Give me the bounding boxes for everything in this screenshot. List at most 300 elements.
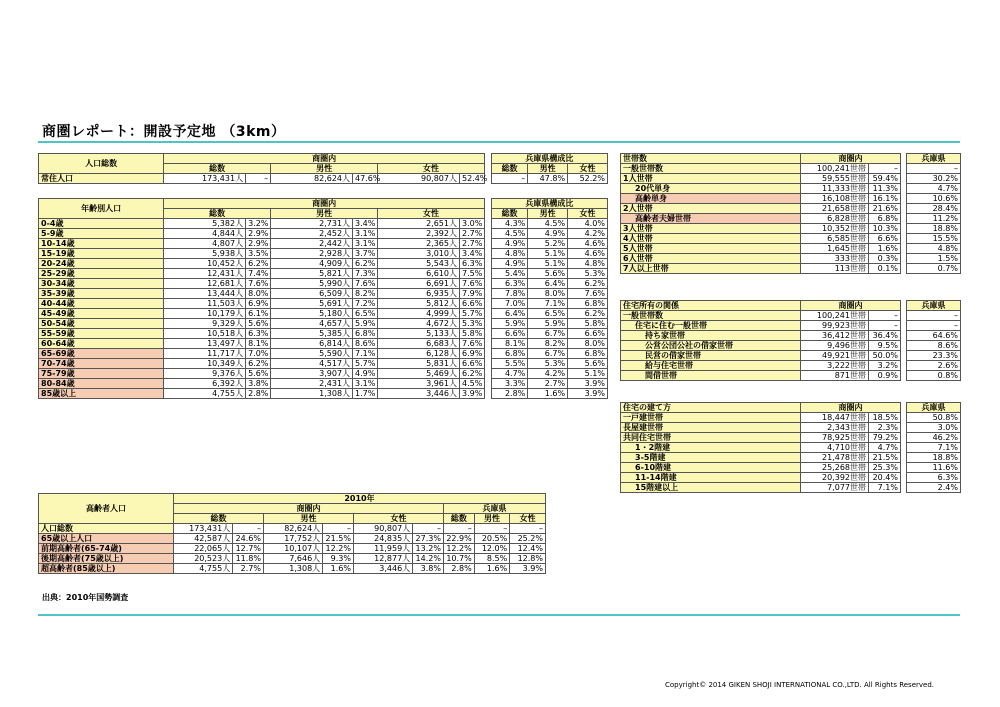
cell-pct: –	[869, 164, 901, 174]
table-row	[621, 194, 961, 204]
cell-pref-female: 3.9%	[510, 564, 546, 574]
table-row	[621, 264, 961, 274]
age-area-header: 商圏内	[164, 199, 485, 209]
cell-total: 4,755人	[164, 389, 246, 399]
cell-pref-pct: 11.2%	[907, 214, 961, 224]
spacer	[485, 279, 492, 289]
cell-total-pct: –	[246, 174, 271, 184]
table-row	[621, 443, 961, 453]
population-row-label: 人口総数	[39, 154, 164, 174]
age-row-label: 年齢別人口	[39, 199, 164, 219]
row-label: 一般世帯数	[621, 164, 801, 174]
row-label: 85歳以上	[39, 389, 164, 399]
cell-pref-female: 6.8%	[568, 349, 608, 359]
cell-female: 2,651人	[378, 219, 460, 229]
building-row-label: 住宅の建て方	[621, 403, 801, 413]
cell-pref-total: 5.4%	[491, 269, 527, 279]
cell-total: 12,681人	[164, 279, 246, 289]
elderly-pref-total-header: 総数	[443, 514, 474, 524]
table-row	[39, 369, 608, 379]
households-row-label: 世帯数	[621, 154, 801, 164]
cell-households: 100,241世帯	[801, 164, 869, 174]
cell-pref-pct: 50.8%	[907, 413, 961, 423]
cell-pref-total: 6.4%	[491, 309, 527, 319]
cell-male-pct: 8.6%	[353, 339, 378, 349]
spacer	[485, 369, 492, 379]
cell-pref-male: 1.6%	[528, 389, 568, 399]
cell-male: 5,385人	[271, 329, 353, 339]
cell-female-pct: 14.2%	[413, 554, 444, 564]
elderly-year-header: 2010年	[174, 494, 546, 504]
cell-male: 10,107人	[263, 544, 322, 554]
cell-pref-male: 5.2%	[528, 239, 568, 249]
cell-male: 6,509人	[271, 289, 353, 299]
cell-pref-pct: 23.3%	[907, 351, 961, 361]
cell-pref-male: 20.5%	[474, 534, 510, 544]
cell-male: 4,517人	[271, 359, 353, 369]
cell-total-pct: 2.9%	[246, 229, 271, 239]
cell-female: 24,835人	[353, 534, 412, 544]
cell-female: 90,807人	[378, 174, 460, 184]
row-label: 住宅に住む一般世帯	[621, 321, 801, 331]
row-label: 15-19歳	[39, 249, 164, 259]
cell-total: 13,497人	[164, 339, 246, 349]
table-row	[39, 319, 608, 329]
cell-total-pct: 2.9%	[246, 239, 271, 249]
table-row	[621, 174, 961, 184]
table-row	[621, 433, 961, 443]
table-row	[39, 554, 546, 564]
cell-pref-total: 2.8%	[443, 564, 474, 574]
cell-male-pct: 1.7%	[353, 389, 378, 399]
population-female-header: 女性	[378, 164, 485, 174]
cell-pref-pct: 3.0%	[907, 423, 961, 433]
cell-female-pct: 6.3%	[459, 259, 484, 269]
cell-total-pct: 8.1%	[246, 339, 271, 349]
table-row	[621, 311, 961, 321]
cell-pref-male: 4.9%	[528, 229, 568, 239]
cell-pct: –	[869, 311, 901, 321]
table-row	[621, 483, 961, 493]
spacer	[485, 329, 492, 339]
cell-pref-male: 5.1%	[528, 259, 568, 269]
cell-male-pct: 7.1%	[353, 349, 378, 359]
cell-pref-female: 6.2%	[568, 279, 608, 289]
page-title: 商圏レポート：開設予定地 （3km）	[42, 124, 286, 140]
row-label: 25-29歳	[39, 269, 164, 279]
cell-pct: 79.2%	[869, 433, 901, 443]
elderly-female-header: 女性	[353, 514, 443, 524]
cell-pref-female: 12.4%	[510, 544, 546, 554]
row-label: 7人以上世帯	[621, 264, 801, 274]
cell-female: 6,610人	[378, 269, 460, 279]
cell-total: 6,392人	[164, 379, 246, 389]
cell-pref-pct: –	[907, 164, 961, 174]
elderly-row-label: 高齢者人口	[39, 494, 174, 524]
cell-male-pct: 6.5%	[353, 309, 378, 319]
cell-pct: 21.5%	[869, 453, 901, 463]
cell-total-pct: 2.7%	[233, 564, 264, 574]
cell-households: 18,447世帯	[801, 413, 869, 423]
cell-male-pct: 6.8%	[353, 329, 378, 339]
cell-pref-total: 4.7%	[491, 369, 527, 379]
cell-male-pct: 7.6%	[353, 279, 378, 289]
cell-pref-male: 4.2%	[528, 369, 568, 379]
cell-male-pct: 21.5%	[323, 534, 354, 544]
cell-pref-female: 52.2%	[568, 174, 608, 184]
cell-total-pct: 5.6%	[246, 369, 271, 379]
cell-pct: 7.1%	[869, 483, 901, 493]
cell-pref-total: 4.5%	[491, 229, 527, 239]
cell-pref-male: –	[474, 524, 510, 534]
cell-total: 13,444人	[164, 289, 246, 299]
cell-male-pct: 8.2%	[353, 289, 378, 299]
cell-households: 100,241世帯	[801, 311, 869, 321]
cell-households: 36,412世帯	[801, 331, 869, 341]
elderly-table	[38, 493, 546, 574]
row-label: 80-84歳	[39, 379, 164, 389]
cell-pref-pct: 18.8%	[907, 224, 961, 234]
cell-pct: 1.6%	[869, 244, 901, 254]
cell-pref-male: 7.1%	[528, 299, 568, 309]
cell-pref-pct: 11.6%	[907, 463, 961, 473]
age-pref-male-header: 男性	[528, 209, 568, 219]
cell-households: 113世帯	[801, 264, 869, 274]
top-divider	[38, 141, 960, 143]
cell-pct: 21.6%	[869, 204, 901, 214]
cell-pref-female: 4.2%	[568, 229, 608, 239]
cell-total-pct: 3.5%	[246, 249, 271, 259]
cell-total-pct: 3.2%	[246, 219, 271, 229]
table-row	[621, 164, 961, 174]
cell-female-pct: –	[413, 524, 444, 534]
age-total-header: 総数	[164, 209, 271, 219]
cell-total: 5,382人	[164, 219, 246, 229]
table-row	[39, 219, 608, 229]
table-row	[39, 309, 608, 319]
cell-households: 3,222世帯	[801, 361, 869, 371]
table-row	[621, 204, 961, 214]
cell-pref-male: 6.7%	[528, 329, 568, 339]
age-pref-female-header: 女性	[568, 209, 608, 219]
age-pref-header: 兵庫県構成比	[491, 199, 607, 209]
cell-male-pct: 4.9%	[353, 369, 378, 379]
cell-male: 6,814人	[271, 339, 353, 349]
cell-pct: –	[869, 321, 901, 331]
cell-female-pct: 6.9%	[459, 349, 484, 359]
cell-male: 2,442人	[271, 239, 353, 249]
cell-male: 82,624人	[263, 524, 322, 534]
cell-pref-female: –	[510, 524, 546, 534]
row-label: 2人世帯	[621, 204, 801, 214]
spacer	[485, 219, 492, 229]
row-label: 0-4歳	[39, 219, 164, 229]
cell-total-pct: 6.2%	[246, 259, 271, 269]
table-row	[39, 269, 608, 279]
cell-pref-female: 6.2%	[568, 309, 608, 319]
cell-pref-female: 4.6%	[568, 249, 608, 259]
elderly-pref-header: 兵庫県	[443, 504, 545, 514]
cell-pref-female: 5.1%	[568, 369, 608, 379]
cell-pref-total: 10.7%	[443, 554, 474, 564]
cell-total-pct: 2.8%	[246, 389, 271, 399]
row-label: 1人世帯	[621, 174, 801, 184]
population-table	[38, 153, 608, 184]
ownership-pref-header: 兵庫県	[907, 301, 961, 311]
row-label: 高齢者夫婦世帯	[621, 214, 801, 224]
households-area-header: 商圏内	[801, 154, 901, 164]
row-label: 40-44歳	[39, 299, 164, 309]
cell-female: 5,133人	[378, 329, 460, 339]
cell-female: 4,999人	[378, 309, 460, 319]
cell-households: 20,392世帯	[801, 473, 869, 483]
cell-pref-male: 2.7%	[528, 379, 568, 389]
spacer	[485, 349, 492, 359]
cell-total-pct: 6.2%	[246, 359, 271, 369]
cell-female-pct: 7.6%	[459, 339, 484, 349]
spacer	[485, 359, 492, 369]
elderly-total-header: 総数	[174, 514, 264, 524]
cell-pct: 59.4%	[869, 174, 901, 184]
cell-pct: 3.2%	[869, 361, 901, 371]
row-label: 超高齢者(85歳以上)	[39, 564, 174, 574]
cell-total: 9,329人	[164, 319, 246, 329]
cell-households: 6,828世帯	[801, 214, 869, 224]
cell-pct: 9.5%	[869, 341, 901, 351]
cell-pct: 0.3%	[869, 254, 901, 264]
population-pref-male-header: 男性	[528, 164, 568, 174]
table-row	[39, 229, 608, 239]
spacer	[485, 309, 492, 319]
table-row	[621, 244, 961, 254]
cell-pref-male: 1.6%	[474, 564, 510, 574]
cell-female-pct: 13.2%	[413, 544, 444, 554]
cell-pref-female: 3.9%	[568, 389, 608, 399]
spacer	[485, 319, 492, 329]
cell-male: 5,691人	[271, 299, 353, 309]
cell-female-pct: 7.9%	[459, 289, 484, 299]
table-row	[39, 389, 608, 399]
cell-total-pct: 7.0%	[246, 349, 271, 359]
cell-pct: 4.7%	[869, 443, 901, 453]
cell-pref-male: 8.2%	[528, 339, 568, 349]
row-label: 75-79歳	[39, 369, 164, 379]
row-label: 一般世帯数	[621, 311, 801, 321]
row-label: 持ち家世帯	[621, 331, 801, 341]
cell-male-pct: 3.1%	[353, 379, 378, 389]
cell-pref-pct: 8.6%	[907, 341, 961, 351]
cell-pref-female: 12.8%	[510, 554, 546, 564]
cell-pref-pct: 10.6%	[907, 194, 961, 204]
spacer	[485, 379, 492, 389]
cell-male-pct: 12.2%	[323, 544, 354, 554]
cell-male-pct: 3.1%	[353, 229, 378, 239]
cell-pref-pct: 18.8%	[907, 453, 961, 463]
copyright: Copyright© 2014 GIKEN SHOJI INTERNATIONAL CO.,LTD. All Rights Reserved.	[665, 681, 934, 689]
cell-total-pct: 6.3%	[246, 329, 271, 339]
table-row	[621, 321, 961, 331]
cell-male-pct: 3.1%	[353, 239, 378, 249]
cell-female-pct: 5.7%	[459, 309, 484, 319]
row-label: 5人世帯	[621, 244, 801, 254]
cell-households: 99,923世帯	[801, 321, 869, 331]
cell-female-pct: 7.5%	[459, 269, 484, 279]
cell-total: 5,938人	[164, 249, 246, 259]
cell-male: 1,308人	[271, 389, 353, 399]
row-label: 公営公団公社の借家世帯	[621, 341, 801, 351]
cell-female-pct: 3.8%	[413, 564, 444, 574]
cell-pref-female: 6.8%	[568, 299, 608, 309]
table-row	[621, 341, 961, 351]
age-female-header: 女性	[378, 209, 485, 219]
row-label: 4人世帯	[621, 234, 801, 244]
cell-total: 20,523人	[174, 554, 233, 564]
cell-male-pct: 5.7%	[353, 359, 378, 369]
row-label: 前期高齢者(65-74歳)	[39, 544, 174, 554]
cell-pref-female: 4.6%	[568, 239, 608, 249]
cell-male: 5,990人	[271, 279, 353, 289]
cell-households: 11,333世帯	[801, 184, 869, 194]
cell-total-pct: 6.1%	[246, 309, 271, 319]
table-row	[39, 524, 546, 534]
cell-households: 871世帯	[801, 371, 869, 381]
cell-households: 10,352世帯	[801, 224, 869, 234]
cell-pref-male: 12.0%	[474, 544, 510, 554]
spacer	[485, 229, 492, 239]
cell-male: 1,308人	[263, 564, 322, 574]
cell-total: 42,587人	[174, 534, 233, 544]
cell-pct: 25.3%	[869, 463, 901, 473]
cell-female-pct: 2.7%	[459, 239, 484, 249]
row-label: 11-14階建	[621, 473, 801, 483]
cell-pref-pct: 30.2%	[907, 174, 961, 184]
cell-male-pct: 7.3%	[353, 269, 378, 279]
spacer	[485, 389, 492, 399]
spacer	[485, 259, 492, 269]
cell-households: 16,108世帯	[801, 194, 869, 204]
table-row	[621, 371, 961, 381]
cell-total-pct: 6.9%	[246, 299, 271, 309]
cell-male: 5,180人	[271, 309, 353, 319]
cell-total: 4,844人	[164, 229, 246, 239]
cell-pref-male: 4.5%	[528, 219, 568, 229]
cell-male: 4,909人	[271, 259, 353, 269]
table-row	[39, 259, 608, 269]
cell-female: 2,365人	[378, 239, 460, 249]
cell-pref-total: 7.8%	[491, 289, 527, 299]
cell-pref-pct: 2.4%	[907, 483, 961, 493]
cell-pct: 0.9%	[869, 371, 901, 381]
row-label: 人口総数	[39, 524, 174, 534]
cell-pref-female: 5.8%	[568, 319, 608, 329]
cell-female: 11,959人	[353, 544, 412, 554]
elderly-pref-female-header: 女性	[510, 514, 546, 524]
cell-pref-male: 5.1%	[528, 249, 568, 259]
cell-pref-pct: 1.5%	[907, 254, 961, 264]
cell-female-pct: 5.8%	[459, 329, 484, 339]
cell-male: 2,928人	[271, 249, 353, 259]
cell-pct: 50.0%	[869, 351, 901, 361]
cell-female: 5,831人	[378, 359, 460, 369]
row-label: 65-69歳	[39, 349, 164, 359]
cell-female: 5,812人	[378, 299, 460, 309]
table-row	[621, 184, 961, 194]
cell-pref-pct: 64.6%	[907, 331, 961, 341]
cell-pref-male: 5.9%	[528, 319, 568, 329]
cell-pref-male: 6.7%	[528, 349, 568, 359]
cell-female: 4,672人	[378, 319, 460, 329]
cell-pref-pct: –	[907, 311, 961, 321]
table-row	[39, 359, 608, 369]
cell-pref-male: 47.8%	[528, 174, 568, 184]
row-label: 5-9歳	[39, 229, 164, 239]
row-label: 常住人口	[39, 174, 164, 184]
cell-pref-male: 6.5%	[528, 309, 568, 319]
cell-pref-male: 5.3%	[528, 359, 568, 369]
cell-male: 17,752人	[263, 534, 322, 544]
cell-pref-pct: 6.3%	[907, 473, 961, 483]
ownership-area-header: 商圏内	[801, 301, 901, 311]
cell-female-pct: 5.3%	[459, 319, 484, 329]
ownership-row-label: 住宅所有の関係	[621, 301, 801, 311]
cell-total: 10,518人	[164, 329, 246, 339]
elderly-male-header: 男性	[263, 514, 353, 524]
cell-pref-total: 4.3%	[491, 219, 527, 229]
cell-pref-pct: 0.7%	[907, 264, 961, 274]
cell-pct: 0.1%	[869, 264, 901, 274]
building-area-header: 商圏内	[801, 403, 901, 413]
cell-pref-pct: 7.1%	[907, 443, 961, 453]
cell-female: 3,446人	[353, 564, 412, 574]
row-label: 55-59歳	[39, 329, 164, 339]
cell-total: 4,755人	[174, 564, 233, 574]
cell-pct: 20.4%	[869, 473, 901, 483]
cell-pct: 6.6%	[869, 234, 901, 244]
cell-pref-total: 4.8%	[491, 249, 527, 259]
cell-pref-female: 3.9%	[568, 379, 608, 389]
table-row	[621, 331, 961, 341]
table-row	[621, 224, 961, 234]
elderly-pref-male-header: 男性	[474, 514, 510, 524]
age-male-header: 男性	[271, 209, 378, 219]
cell-households: 333世帯	[801, 254, 869, 264]
cell-male-pct: 47.6%	[353, 174, 378, 184]
cell-male: 5,590人	[271, 349, 353, 359]
cell-male: 2,431人	[271, 379, 353, 389]
cell-male: 4,657人	[271, 319, 353, 329]
cell-pref-total: 6.6%	[491, 329, 527, 339]
source-note: 出典：2010年国勢調査	[42, 593, 129, 602]
cell-male-pct: 1.6%	[323, 564, 354, 574]
cell-total: 10,349人	[164, 359, 246, 369]
table-row	[39, 239, 608, 249]
ownership-table	[620, 300, 961, 381]
table-row	[621, 453, 961, 463]
cell-pref-total: 5.9%	[491, 319, 527, 329]
row-label: 45-49歳	[39, 309, 164, 319]
cell-female-pct: 6.6%	[459, 359, 484, 369]
cell-male-pct: 5.9%	[353, 319, 378, 329]
cell-pct: 16.1%	[869, 194, 901, 204]
row-label: 長屋建世帯	[621, 423, 801, 433]
cell-female: 6,683人	[378, 339, 460, 349]
cell-female: 6,128人	[378, 349, 460, 359]
cell-pref-male: 6.4%	[528, 279, 568, 289]
cell-pref-total: 6.3%	[491, 279, 527, 289]
table-row	[621, 351, 961, 361]
cell-pref-total: 7.0%	[491, 299, 527, 309]
cell-male-pct: 6.2%	[353, 259, 378, 269]
